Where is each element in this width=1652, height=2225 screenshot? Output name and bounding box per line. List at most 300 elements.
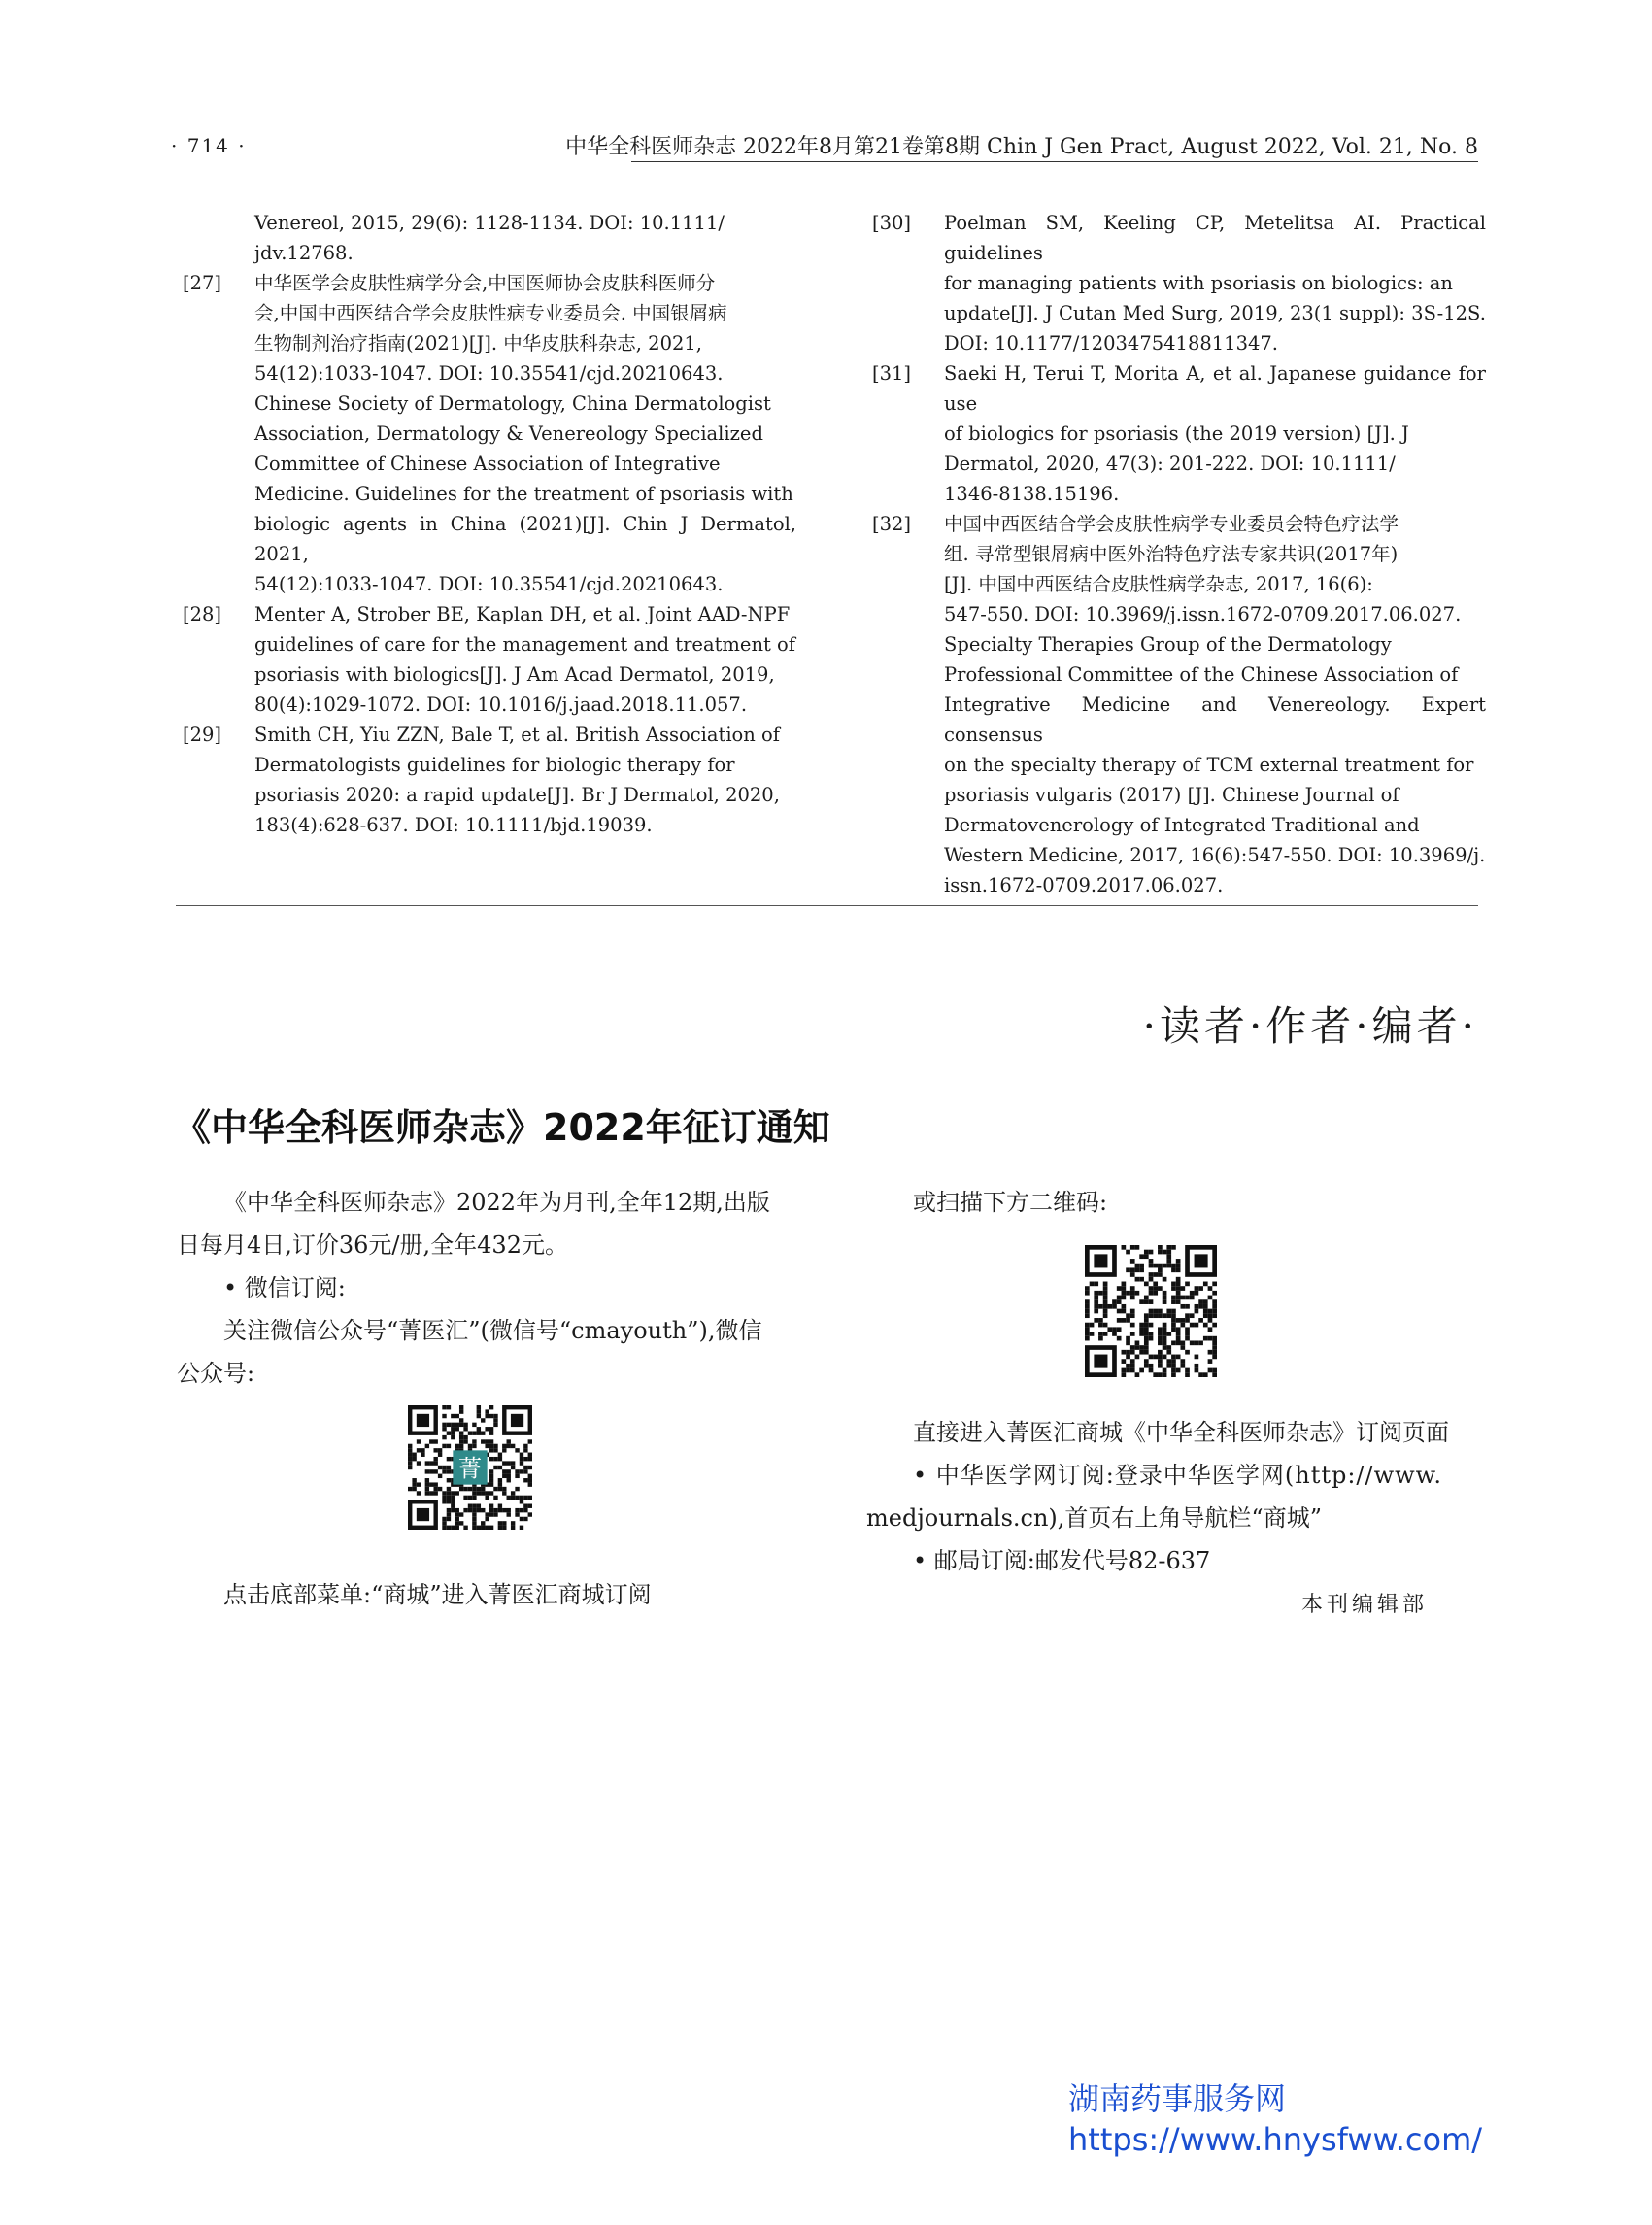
qr-module <box>489 1444 493 1448</box>
reference-number: [29] <box>183 724 222 746</box>
qr-module <box>1122 1304 1127 1309</box>
qr-module <box>442 1466 446 1469</box>
qr-module <box>459 1439 463 1443</box>
qr-module <box>1117 1309 1122 1314</box>
reference-line: Committee of Chinese Association of Integrative <box>254 453 721 475</box>
qr-module <box>1180 1286 1185 1291</box>
qr-module <box>1166 1313 1171 1318</box>
qr-module <box>1149 1364 1154 1368</box>
qr-module <box>1149 1272 1154 1277</box>
page-number: · 714 · <box>171 134 247 157</box>
qr-module <box>472 1512 476 1516</box>
qr-module <box>485 1491 489 1495</box>
qr-module <box>477 1491 481 1495</box>
qr-module <box>447 1478 451 1482</box>
qr-module <box>455 1526 459 1530</box>
qr-module <box>528 1439 532 1443</box>
qr-module <box>1163 1332 1167 1336</box>
qr-module <box>1166 1264 1171 1268</box>
qr-module <box>433 1448 437 1452</box>
qr-module <box>489 1469 493 1473</box>
qr-module <box>1158 1336 1163 1341</box>
qr-module <box>1163 1355 1167 1360</box>
qr-module <box>1171 1340 1176 1345</box>
qr-module <box>1158 1245 1163 1250</box>
qr-module <box>447 1466 451 1469</box>
qr-module <box>502 1448 506 1452</box>
qr-module <box>1117 1336 1122 1341</box>
qr-module <box>477 1526 481 1530</box>
qr-module <box>1212 1350 1217 1355</box>
qr-module <box>1171 1282 1176 1287</box>
reference-item <box>872 358 1486 509</box>
qr-module <box>1195 1323 1199 1328</box>
qr-module <box>1171 1267 1176 1272</box>
wechat-menu-text: 点击底部菜单:“商城”进入菁医汇商城订阅 <box>223 1581 652 1608</box>
qr-module <box>1144 1345 1149 1350</box>
running-header: 中华全科医师杂志 2022年8月第21卷第8期 Chin J Gen Pract, August 2022, Vol. 21, No. 8 <box>565 135 1478 159</box>
qr-module <box>485 1444 489 1448</box>
qr-module <box>1158 1267 1163 1272</box>
qr-module <box>1149 1336 1154 1341</box>
qr-module <box>523 1508 527 1512</box>
qr-module <box>493 1466 497 1469</box>
qr-module <box>412 1453 416 1457</box>
qr-module <box>1198 1286 1203 1291</box>
qr-module <box>1212 1340 1217 1345</box>
qr-module <box>1135 1340 1140 1345</box>
qr-module <box>1139 1264 1144 1268</box>
qr-module <box>515 1487 519 1491</box>
qr-module <box>1130 1345 1135 1350</box>
qr-module <box>1135 1277 1140 1282</box>
qr-module <box>520 1461 523 1465</box>
qr-module <box>463 1439 467 1443</box>
qr-module <box>1122 1359 1127 1364</box>
qr-module <box>1171 1359 1176 1364</box>
qr-module <box>1163 1264 1167 1268</box>
qr-module <box>425 1469 429 1473</box>
qr-module <box>447 1444 451 1448</box>
reference-text <box>944 509 1486 900</box>
qr-module <box>1130 1313 1135 1318</box>
qr-module <box>442 1526 446 1530</box>
reference-line: DOI: 10.1177/1203475418811347. <box>944 332 1279 354</box>
qr-module <box>472 1423 476 1427</box>
qr-module <box>459 1512 463 1516</box>
qr-module <box>1208 1368 1213 1373</box>
qr-module <box>489 1427 493 1431</box>
qr-module <box>1203 1282 1208 1287</box>
qr-module <box>433 1457 437 1461</box>
qr-module <box>1153 1313 1158 1318</box>
qr-module <box>1180 1323 1185 1328</box>
qr-module <box>493 1457 497 1461</box>
qr-module <box>1203 1309 1208 1314</box>
qr-module <box>421 1448 424 1452</box>
qr-module <box>459 1435 463 1439</box>
qr-module <box>451 1508 455 1512</box>
qr-module <box>468 1487 472 1491</box>
qr-module <box>447 1500 451 1503</box>
qr-module <box>459 1431 463 1434</box>
qr-module <box>1126 1267 1130 1272</box>
reference-line: guidelines of care for the management and treatment of <box>254 633 796 656</box>
qr-module <box>477 1409 481 1413</box>
qr-module <box>455 1414 459 1418</box>
qr-module <box>493 1423 497 1427</box>
qr-module <box>1135 1267 1140 1272</box>
qr-module <box>1085 1309 1090 1314</box>
qr-module <box>511 1491 515 1495</box>
qr-module <box>485 1496 489 1500</box>
qr-module <box>498 1478 502 1482</box>
qr-module <box>447 1405 451 1409</box>
qr-module <box>493 1487 497 1491</box>
cma-line-1: • 中华医学网订阅:登录中华医学网(http://www. <box>913 1462 1443 1489</box>
header-rule <box>631 161 1478 162</box>
reference-line: Menter A, Strober BE, Kaplan DH, et al. Joint AAD-NPF <box>254 603 791 625</box>
qr-module <box>1085 1299 1090 1304</box>
qr-module <box>1144 1332 1149 1336</box>
qr-module <box>1185 1313 1190 1318</box>
watermark-url[interactable]: https://www.hnysfww.com/ <box>1068 2121 1483 2158</box>
qr-module <box>1185 1350 1190 1355</box>
qr-module <box>489 1504 493 1508</box>
qr-module <box>442 1427 446 1431</box>
qr-module <box>481 1526 485 1530</box>
qr-module <box>472 1521 476 1525</box>
section-divider <box>176 905 1478 906</box>
qr-module <box>528 1474 532 1478</box>
qr-module <box>1149 1299 1154 1304</box>
qr-module <box>1158 1372 1163 1377</box>
reference-item <box>872 509 1486 900</box>
qr-module <box>1122 1291 1127 1296</box>
qr-module <box>417 1482 421 1486</box>
qr-module <box>459 1521 463 1525</box>
qr-module <box>511 1521 515 1525</box>
qr-module <box>417 1491 421 1495</box>
qr-module <box>1135 1345 1140 1350</box>
qr-module <box>1198 1340 1203 1345</box>
qr-module <box>1166 1309 1171 1314</box>
qr-module <box>1144 1282 1149 1287</box>
qr-module <box>1158 1286 1163 1291</box>
qr-module <box>408 1461 412 1465</box>
qr-module <box>433 1469 437 1473</box>
qr-module <box>1190 1313 1195 1318</box>
qr-module <box>1212 1336 1217 1341</box>
qr-module <box>1166 1345 1171 1350</box>
reference-line: of biologics for psoriasis (the 2019 version) [J]. J <box>944 422 1409 445</box>
qr-module <box>442 1491 446 1495</box>
qr-module <box>1163 1336 1167 1341</box>
qr-module <box>481 1521 485 1525</box>
qr-module <box>1176 1327 1181 1332</box>
qr-module <box>1117 1318 1122 1323</box>
qr-module <box>1185 1327 1190 1332</box>
qr-module <box>472 1439 476 1443</box>
qr-module <box>1122 1245 1127 1250</box>
qr-module <box>1208 1309 1213 1314</box>
qr-module <box>447 1491 451 1495</box>
reference-item <box>183 720 796 840</box>
qr-module <box>472 1487 476 1491</box>
qr-module <box>1176 1355 1181 1360</box>
qr-module <box>1158 1309 1163 1314</box>
qr-module <box>1098 1323 1103 1328</box>
qr-module <box>1144 1350 1149 1355</box>
qr-logo-text: 菁 <box>457 1454 483 1483</box>
qr-module <box>481 1418 485 1422</box>
qr-module <box>429 1469 433 1473</box>
qr-module <box>1176 1291 1181 1296</box>
qr-module <box>1190 1296 1195 1300</box>
qr-module <box>1176 1259 1181 1264</box>
qr-module <box>507 1461 511 1465</box>
qr-module <box>1135 1291 1140 1296</box>
reference-item <box>872 208 1486 358</box>
qr-module <box>1122 1368 1127 1373</box>
qr-module <box>502 1487 506 1491</box>
qr-module <box>1090 1323 1095 1328</box>
qr-module <box>485 1512 489 1516</box>
qr-module <box>1085 1304 1090 1309</box>
qr-module <box>489 1482 493 1486</box>
qr-module <box>1212 1372 1217 1377</box>
qr-module <box>447 1431 451 1434</box>
qr-module <box>1158 1250 1163 1255</box>
qr-module <box>1139 1345 1144 1350</box>
qr-module <box>1212 1299 1217 1304</box>
qr-module <box>459 1418 463 1422</box>
qr-module <box>1195 1364 1199 1368</box>
qr-module <box>1085 1291 1090 1296</box>
qr-module <box>493 1512 497 1516</box>
qr-module <box>1130 1245 1135 1250</box>
qr-module <box>1163 1313 1167 1318</box>
qr-module <box>1176 1336 1181 1341</box>
reference-number: [28] <box>183 603 222 625</box>
qr-module <box>493 1448 497 1452</box>
qr-module <box>425 1482 429 1486</box>
qr-module <box>477 1504 481 1508</box>
qr-module <box>417 1448 421 1452</box>
qr-module <box>447 1508 451 1512</box>
qr-module <box>438 1466 442 1469</box>
qr-module <box>1180 1340 1185 1345</box>
qr-module <box>528 1496 532 1500</box>
qr-module <box>459 1409 463 1413</box>
qr-module <box>1126 1313 1130 1318</box>
qr-module <box>489 1414 493 1418</box>
qr-module <box>1135 1355 1140 1360</box>
qr-module <box>1130 1309 1135 1314</box>
reference-line: Poelman SM, Keeling CP, Metelitsa AI. Practical guidelines <box>944 212 1486 264</box>
qr-module <box>528 1457 532 1461</box>
reference-text <box>254 720 796 840</box>
qr-module <box>481 1431 485 1434</box>
qr-module <box>468 1508 472 1512</box>
qr-module <box>468 1444 472 1448</box>
qr-module <box>1122 1318 1127 1323</box>
qr-module <box>489 1491 493 1495</box>
qr-module <box>468 1431 472 1434</box>
qr-module <box>425 1478 429 1482</box>
qr-module <box>1149 1332 1154 1336</box>
qr-module <box>1139 1368 1144 1373</box>
qr-module <box>477 1508 481 1512</box>
qr-module <box>442 1435 446 1439</box>
wechat-text <box>177 1309 789 1395</box>
qr-module <box>1171 1318 1176 1323</box>
qr-module <box>1126 1336 1130 1341</box>
qr-module <box>511 1496 515 1500</box>
qr-module <box>455 1508 459 1512</box>
qr-module <box>1126 1250 1130 1255</box>
reference-line: 会,中国中西医结合学会皮肤性病专业委员会. 中国银屑病 <box>254 302 727 324</box>
qr-module <box>1090 1332 1095 1336</box>
qr-module <box>1176 1318 1181 1323</box>
qr-module <box>1153 1264 1158 1268</box>
qr-module <box>1094 1309 1098 1314</box>
qr-module <box>425 1461 429 1465</box>
qr-module <box>502 1491 506 1495</box>
qr-module <box>481 1439 485 1443</box>
reference-number: [32] <box>872 513 912 535</box>
qr-module <box>472 1496 476 1500</box>
qr-module <box>1153 1291 1158 1296</box>
qr-module <box>523 1478 527 1482</box>
notice-left-column <box>177 1181 789 1395</box>
qr-module <box>472 1504 476 1508</box>
qr-module <box>438 1487 442 1491</box>
qr-module <box>425 1487 429 1491</box>
reference-line: Medicine. Guidelines for the treatment of psoriasis with <box>254 483 793 505</box>
qr-module <box>438 1453 442 1457</box>
qr-module <box>485 1517 489 1521</box>
qr-module <box>1176 1286 1181 1291</box>
qr-module <box>1153 1372 1158 1377</box>
reference-line: Dermatovenerology of Integrated Traditional and <box>944 814 1420 836</box>
qr-module <box>1098 1318 1103 1323</box>
qr-module <box>481 1508 485 1512</box>
qr-finder <box>417 1414 429 1427</box>
qr-module <box>455 1512 459 1516</box>
qr-module <box>1103 1313 1108 1318</box>
qr-finder <box>1094 1355 1107 1368</box>
qr-module <box>463 1496 467 1500</box>
qr-module <box>447 1512 451 1516</box>
qr-module <box>1185 1304 1190 1309</box>
qr-module <box>1144 1254 1149 1259</box>
reference-line: on the specialty therapy of TCM external treatment for <box>944 754 1474 776</box>
qr-module <box>447 1487 451 1491</box>
qr-module <box>1103 1323 1108 1328</box>
reference-line: Association, Dermatology & Venereology Specialized <box>254 422 763 445</box>
qr-module <box>502 1526 506 1530</box>
qr-module <box>528 1482 532 1486</box>
qr-module <box>1144 1313 1149 1318</box>
qr-module <box>1144 1299 1149 1304</box>
reference-line: 183(4):628-637. DOI: 10.1111/bjd.19039. <box>254 814 653 836</box>
qr-module <box>1212 1313 1217 1318</box>
qr-module <box>1139 1332 1144 1336</box>
qr-module <box>442 1423 446 1427</box>
qr-module <box>1195 1291 1199 1296</box>
qr-module <box>1135 1245 1140 1250</box>
reference-text <box>254 268 796 599</box>
qr-module <box>1198 1304 1203 1309</box>
qr-module <box>451 1500 455 1503</box>
qr-module <box>1149 1323 1154 1328</box>
qr-module <box>1103 1304 1108 1309</box>
qr-module <box>442 1444 446 1448</box>
qr-module <box>433 1439 437 1443</box>
qr-module <box>451 1431 455 1434</box>
intro-text <box>177 1181 789 1266</box>
qr-module <box>1212 1309 1217 1314</box>
qr-module <box>523 1457 527 1461</box>
qr-module <box>507 1512 511 1516</box>
intro-line-2: 日每月4日,订价36元/册,全年432元。 <box>177 1231 568 1259</box>
qr-finder <box>417 1508 429 1521</box>
qr-module <box>1176 1332 1181 1336</box>
qr-module <box>1139 1254 1144 1259</box>
qr-module <box>1163 1291 1167 1296</box>
cma-line-2: medjournals.cn),首页右上角导航栏“商城” <box>866 1504 1322 1532</box>
qr-module <box>1163 1277 1167 1282</box>
qr-module <box>1130 1332 1135 1336</box>
qr-module <box>1163 1250 1167 1255</box>
qr-module <box>442 1405 446 1409</box>
qr-module <box>1112 1332 1117 1336</box>
qr-module <box>1094 1304 1098 1309</box>
qr-module <box>463 1435 467 1439</box>
qr-module <box>442 1469 446 1473</box>
qr-module <box>1126 1340 1130 1345</box>
qr-module <box>408 1457 412 1461</box>
qr-module <box>1212 1323 1217 1328</box>
qr-module <box>1126 1350 1130 1355</box>
qr-module <box>1085 1323 1090 1328</box>
reference-line: psoriasis with biologics[J]. J Am Acad Dermatol, 2019, <box>254 663 775 686</box>
qr-module <box>1139 1350 1144 1355</box>
qr-module <box>451 1423 455 1427</box>
qr-module <box>1094 1296 1098 1300</box>
qr-module <box>1158 1264 1163 1268</box>
qr-module <box>489 1474 493 1478</box>
qr-module <box>1171 1309 1176 1314</box>
qr-module <box>433 1487 437 1491</box>
qr-module <box>1171 1286 1176 1291</box>
qr-module <box>1144 1318 1149 1323</box>
qr-module <box>1166 1259 1171 1264</box>
qr-module <box>425 1491 429 1495</box>
reference-line: Professional Committee of the Chinese Association of <box>944 663 1459 686</box>
reference-line: 54(12):1033-1047. DOI: 10.35541/cjd.20210643. <box>254 573 724 595</box>
qr-module <box>515 1508 519 1512</box>
qr-module <box>408 1453 412 1457</box>
qr-module <box>507 1508 511 1512</box>
qr-module <box>1163 1340 1167 1345</box>
qr-module <box>1139 1323 1144 1328</box>
qr-module <box>507 1444 511 1448</box>
watermark <box>1068 2078 1482 2160</box>
qr-module <box>412 1487 416 1491</box>
qr-module <box>442 1414 446 1418</box>
